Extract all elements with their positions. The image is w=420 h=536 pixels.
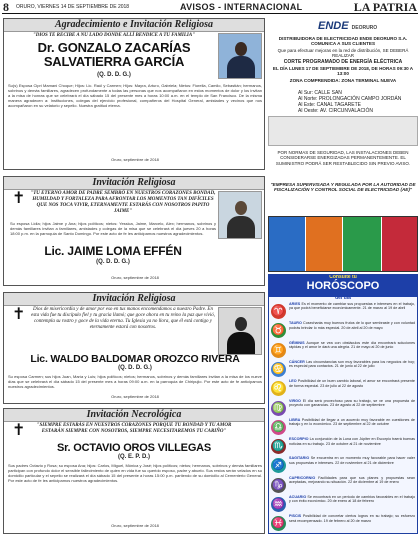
horoscope-text (289, 418, 415, 427)
horoscope-text (289, 456, 415, 465)
sign-name: LEO (289, 379, 297, 384)
sign-text: Aunque se vea con obstáculos este día encontrará soluciones rápidas y el amor le dará una alegría. (289, 340, 415, 349)
page-number: 8 (3, 0, 9, 14)
ad-banner-1 (269, 217, 305, 271)
horoscope-text (289, 495, 415, 504)
deceased-photo (218, 191, 262, 239)
sign-dates: 21 de mayo al 20 de junio (351, 345, 394, 349)
deceased-name: Dr. GONZALO ZACARÍAS SALVATIERRA GARCÍA (37, 40, 191, 69)
ende-company: DISTRIBUIDORA DE ELECTRICIDAD ENDE DEORURO S.A. COMUNICA A SUS CLIENTES (278, 36, 408, 47)
sign-name: ARIES (289, 302, 301, 306)
horoscope-text (289, 476, 415, 485)
sign-dates: 23 de octubre al 21 de noviembre (325, 441, 381, 446)
rest-in-peace: (Q. D. D. G.) (97, 72, 131, 78)
cross-icon: ✝ (12, 422, 26, 439)
ad-banner-4 (382, 217, 417, 271)
notice-quote: "DIOS TE RECIBE A NU LADO DONDE ALLÍ BENDICE A TU FAMILIA" (33, 33, 195, 38)
notice-quote: "TU ETERNO AMOR DE PADRE SEMBRÓ EN NUESTROS CORAZONES BONDAD, HUMILDAD Y FORTALEZA PARA AFRONTAR LOS MOMENTOS TAN DIFÍCILES QUE NOS TOCA VIVIR, ETERNAMENTE ESTARÁS CON NOSOTROS PAPITO JAIME" (30, 191, 216, 214)
sign-name: CÁNCER (289, 359, 305, 364)
deceased-name: Lic. JAIME LOMA EFFÉN (44, 244, 182, 258)
sign-name: CAPRICORNIO (289, 475, 316, 480)
notice-signature: Oruro, septiembre de 2018 (111, 394, 159, 399)
sign-name: VIRGO (289, 398, 301, 403)
notice-body: Su esposa Carmen; sus hijos Juan, María y Luis; hijos políticos; nietos; hermanos, sobrinos y demás familiares invitan a la misa de los nueve días que se celebrará el día sábado 15 del presente mes a horas 09:00 a.m. en la parroquia de Chiripujio. Por este acto de fe anticipamos nuestros agradecimientos. (8, 374, 262, 389)
sign-dates: 20 de abril al 20 de mayo (341, 325, 383, 330)
ende-street-east: Al Este: CANAL TAGARETE (298, 102, 361, 108)
sign-text: Es el momento de cambiar sus propuestas e intereses en el trabajo, ya que podrá beneficiarse económicamente. (289, 302, 415, 311)
section-title: AVISOS - INTERNACIONAL (180, 2, 303, 12)
zodiac-icon: ♋ (272, 363, 285, 375)
sign-name: GÉMINIS (289, 340, 305, 345)
horoscope-sign-9 (271, 476, 415, 497)
page-header (2, 0, 418, 14)
notice-gonzalo-salvatierra (3, 18, 265, 170)
ende-date: EL DÍA LUNES 17 DE SEPTIEMBRE DE 2018, DE HORAS 09:30 A 13:00 (272, 66, 414, 77)
zodiac-icon: ♓ (272, 518, 285, 530)
horoscope-sign-5 (271, 399, 415, 420)
ad-banner-2 (306, 217, 342, 271)
ende-street-south: Al Sur: CALLE SAN (298, 90, 342, 96)
sign-dates: 21 de marzo al 19 de abril (362, 306, 406, 311)
ende-street-north: Al Norte: PROLONGACIÓN CAMPO JORDÁN (298, 96, 402, 102)
rest-in-peace: (Q. E. P. D.) (118, 454, 150, 460)
ende-notice: CORTE PROGRAMADO DE ENERGÍA ELÉCTRICA (283, 59, 403, 65)
ad-banner-3 (343, 217, 381, 271)
zodiac-icon: ♌ (272, 383, 285, 395)
deceased-photo (218, 307, 262, 355)
horoscope-text (289, 341, 415, 350)
sign-text: Se encuentra en un momento muy favorable para hacer valer sus propuestas e intereses. (289, 456, 415, 465)
zodiac-icon: ♒ (272, 499, 285, 510)
zodiac-icon: ♉ (272, 325, 285, 337)
sign-name: ACUARIO (289, 495, 307, 499)
rest-in-peace: (Q. D. D. G.) (118, 365, 152, 371)
sign-dates: 23 de septiembre al 22 de octubre (333, 422, 390, 427)
sign-dates: 21 de junio al 22 de julio (334, 364, 375, 369)
notice-title: Agradecimiento e Invitación Religiosa (4, 19, 264, 32)
notice-title: Invitación Religiosa (4, 293, 264, 306)
zodiac-icon: ♐ (272, 460, 285, 472)
notice-octavio-oros (3, 408, 265, 534)
horoscope-sign-11 (271, 514, 415, 534)
zodiac-icon: ♏ (272, 441, 285, 453)
zodiac-icon: ♑ (272, 479, 285, 491)
notice-signature: Oruro, septiembre de 2018 (111, 275, 159, 280)
newspaper-name: LA PATRIA (353, 0, 417, 14)
cross-icon: ✝ (12, 306, 26, 323)
sign-dates: 23 de julio al 22 de agosto (320, 383, 364, 388)
zodiac-icon: ♊ (272, 344, 285, 356)
sign-text: Las circunstancias son muy favorables para los negocios de hoy; es especial para contactos. (289, 359, 415, 369)
sign-text: La conjunción de la Luna con Júpiter en Escorpio traerá buenas noticias en su trabajo. (289, 437, 415, 446)
ende-logo: ENDE DEORURO (318, 20, 378, 32)
deceased-name: Sr. OCTAVIO OROS VILLEGAS (56, 442, 212, 454)
horoscope-text (289, 514, 415, 523)
zodiac-icon: ♎ (272, 421, 285, 433)
notice-quote: Dios de misericordia y de amor por eso en tus manos encomendamos a nuestro Padre. En esta vida fue tu discípulo fiel y tu gracia llamó; que goce ahora en tu reino la paz que vivió, contempla su rostro y goce de la vida eterna. Tu Iglesia ya no llora, que él está contigo y eternamente estará con nosotros. (31, 307, 215, 330)
notice-title: Invitación Necrológica (4, 409, 264, 422)
horoscope-sign-4 (271, 379, 415, 400)
horoscope-text (289, 302, 415, 311)
zodiac-icon: ♈ (272, 306, 285, 317)
deceased-name: Lic. WALDO BALDOMAR OROZCO RIVERA (30, 353, 240, 365)
horoscope-subtitle-2: del día (335, 295, 351, 301)
sign-text: Facilidades para que sus planes y propuestas sean aceptadas, mejorando su situación. (289, 475, 416, 485)
ende-intro: Que para efectuar mejoras en la red de distribución, SE DEBERÁ REALIZAR (277, 48, 409, 59)
notice-body: Sus padres Octavio y Rosa; su esposa Ana; hijos: Carlos, Miguel, Mónica y José; hijos políticos; nietos; hermanos, sobrinos y demás familiares participan con profundo dolor el sensible fallecimiento de quien en vida fue su querido esposo, padre y abuelo. Sus restos serán velados en su domicilio particular y el sepelio se realizará el día sábado 15 del presente a horas 15:00 p.m. partiendo de su domicilio al Cementerio General. Por este acto de fe les anticipamos nuestros agradecimientos. (8, 463, 262, 483)
sign-name: LIBRA (289, 417, 301, 422)
sign-name: ESCORPIO (289, 437, 309, 442)
sign-name: SAGITARIO (289, 456, 310, 461)
sign-dates: 19 de febrero al 20 de marzo (323, 518, 372, 523)
sign-text: Posibilidad de un buen cambio laboral, el amor se encontrará presente de forma especial. (289, 379, 415, 388)
notice-body: Su esposa Lidia; hijos Jaime y Ana; hijos políticos; nietos: Yessica, Jaime, Marcelo, Alex; hermanos, sobrinos y demás familiares invitan a familiares, amistades y colegas de la misa que se celebrará el día jueves 20 a horas 18:00 p.m. en la parroquia de Santo Domingo. Por este acto de fe les anticipamos nuestros agradecimientos. (10, 221, 216, 236)
notice-quote: "SIEMPRE ESTARÁS EN NUESTROS CORAZONES PORQUE TU BONDAD Y TU AMOR ESTARÁN SIEMPRE CON NOSOTROS, SIEMPRE NECESITAREMOS TU CARIÑO" (36, 423, 232, 434)
sign-text: Posibilidad de llegar a un acuerdo muy favorable en cuestiones de trabajo y en lo económico. (289, 417, 415, 427)
ende-map (268, 116, 418, 146)
ende-power-cut-notice (268, 18, 418, 214)
horoscope-header (269, 275, 417, 297)
notice-signature: Oruro, septiembre de 2018 (111, 157, 159, 162)
notice-title: Invitación Religiosa (4, 177, 264, 190)
sign-text: Cosecharás muy buenos frutos de lo que sembraste y con voluntad podrás brindar lo más especial. (289, 321, 416, 330)
sign-name: PISCIS (289, 514, 302, 519)
sign-text: El día será provechoso para su trabajo, se ve una propuesta de proyecto con ganancias. (289, 398, 415, 407)
horoscope-text (289, 321, 415, 330)
notice-waldo-orozco (3, 292, 265, 404)
ende-zone: ZONA COMPRENDIDA: ZONA TERMINAL NUEVA (289, 78, 397, 83)
horoscope-subtitle: Consulte tu (329, 274, 357, 280)
ende-street-west: Al Oeste: AV. CIRCUNVALACIÓN (298, 108, 373, 114)
rest-in-peace: (Q. D. D. G.) (96, 259, 130, 265)
cross-icon: ✝ (12, 190, 26, 207)
horoscope-text (289, 360, 415, 369)
sign-dates: 23 de agosto al 22 de septiembre (330, 402, 385, 407)
horoscope-text (289, 399, 415, 408)
horoscope-sign-8 (271, 456, 415, 477)
sign-dates: 22 de noviembre al 21 de diciembre (335, 460, 394, 465)
notice-body: Su(s) Esposa Cipri Mamani Choque; Hijos: Lic. Raúl y Carmen; Hijos: Mayra, Arturo, Gabriela; Nietos: Fiorella, Camilo, Sebastián; hermanos, sobrinos y demás familiares, agradecen profundamente a todas las personas que nos acompañaron en estos momentos de dolor y los invitan a la misa de honras que se celebrará el día sábado 15 del presente mes a horas 10:00 a.m. en el templo de San Francisco. De la misma manera agradecen a: Instituciones, colegas del ejercicio profesional, compañeros del Hospital General, amistades y vecinos que nos acompañaron en su velatorio y sepelio. Nuestra gratitud eterna. (8, 83, 262, 108)
horoscope-sign-2 (271, 341, 415, 362)
notice-jaime-loma (3, 176, 265, 286)
sign-dates: 22 de diciembre al 19 de enero (348, 480, 399, 485)
horoscope (268, 274, 418, 534)
sign-text: Se encontrará en un periodo de cambios favorables en el trabajo y con éxito económico. (289, 495, 415, 504)
sign-dates: 20 de enero al 18 de febrero (327, 499, 375, 504)
horoscope-text (289, 379, 415, 388)
ende-warning: POR NORMAS DE SEGURIDAD, LAS INSTALACIONES DEBEN CONSIDERARSE ENERGIZADAS PERMANENTEMENTE. EL SUMINISTRO PODRÁ SER RESTABLECIDO SIN PREVIO AVISO. (275, 150, 411, 166)
sign-name: TAURO (289, 321, 302, 326)
zodiac-icon: ♍ (272, 402, 285, 414)
ad-banner-strip (268, 216, 418, 272)
ende-slogan: "EMPRESA SUPERVISADA Y REGULADA POR LA AUTORIDAD DE FISCALIZACIÓN Y CONTROL SOCIAL DE ELECTRICIDAD (AE)" (270, 182, 416, 193)
deceased-photo (218, 33, 262, 79)
dateline: ORURO, VIERNES 14 DE SEPTIEMBRE DE 2018 (16, 4, 130, 10)
notice-signature: Oruro, septiembre de 2018 (111, 523, 159, 528)
horoscope-text (289, 437, 415, 446)
horoscope-sign-1 (271, 321, 415, 342)
sign-text: Posibilidad de concretar ciertos logros en su trabajo; su esfuerzo será recompensado. (289, 514, 416, 523)
horoscope-title: HORÓSCOPO (306, 280, 380, 292)
